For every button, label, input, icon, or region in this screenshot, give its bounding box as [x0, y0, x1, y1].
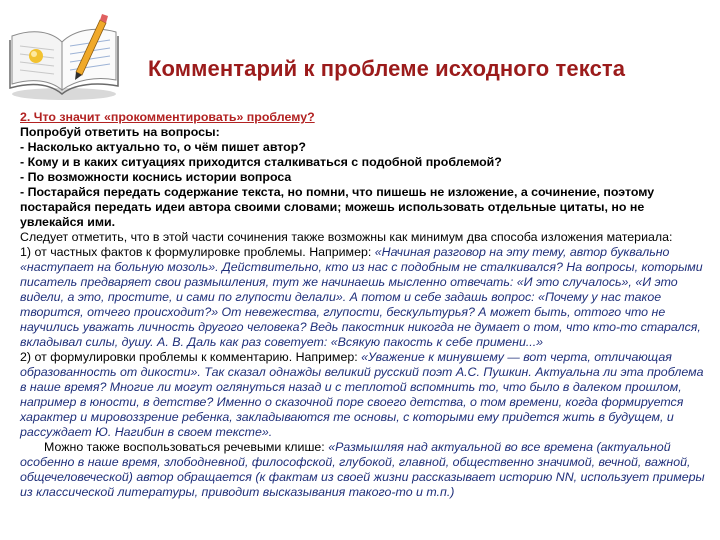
section-heading: 2. Что значит «прокомментировать» проблему?	[20, 110, 315, 124]
open-book-with-pencil-icon	[4, 6, 122, 104]
way-2-quote: «Уважение к минувшему — вот черта, отличающая образованность от дикости». Так сказал однажды великий русский поэт А.С. Пушкин. Актуальна ли эта проблема в наше время? Многие ли могут оглянуться назад и с теплотой вспомнить то, что было в далеком прошлом, например в юности, в детстве? Именно о сказочной поре своего детства, о том времени, когда формируется характер и мировоззрение ребенка, закладываются те основы, с которыми ему придется жить в будущем, и рассуждает Ю. Нагибин в своем тексте».	[20, 350, 704, 439]
question-history: - По возможности коснись истории вопроса	[20, 170, 292, 184]
advice-content: - Постарайся передать содержание текста, но помни, что пишешь не изложение, а сочинение, поэтому постарайся передать идеи автора своими словами; можешь использовать отдельные цитаты, но не увлекайся ими.	[20, 185, 655, 229]
slide-title: Комментарий к проблеме исходного текста	[148, 56, 626, 81]
way-1-label: 1) от частных фактов к формулировке проблемы. Например:	[20, 245, 375, 259]
way-1-quote: «Начиная разговор на эту тему, автор буквально «наступает на больную мозоль». Действительно, кто из нас с подобным не сталкивался? На вопросы, которыми писатель предваряет свои размышления, тут же начинаешь мысленно отвечать: «И это случалось», «И это видели, а это, простите, и сами по глупости делали». А потом и себе задашь вопрос: «Почему у нас такое творится, отчего происходит?» От невежества, глупости, бескультурья? А может быть, оттого что не научились уважать личность другого человека? Ведь пакостник никогда не думает о том, что кто-то старался, вкладывал силы, душу. А. В. Даль как раз советует: «Всякую пакость к себе примени...»	[20, 245, 703, 349]
way-2-paragraph	[20, 350, 708, 440]
content-body	[20, 110, 708, 500]
cliche-paragraph	[20, 440, 708, 500]
cliche-label: Можно также воспользоваться речевыми клише:	[44, 440, 329, 454]
question-who: - Кому и в каких ситуациях приходится сталкиваться с подобной проблемой?	[20, 155, 502, 169]
cliche-quote: «Размышляя над актуальной во все времена (актуальной особенно в наше время, злободневной, философской, глубокой, главной, общественно значимой, вечной, важной, общечеловеческой) автор обращается (к фактам из своей жизни рассказывает историю NN, использует примеры из классической литературы, приводит высказывания такого-то и т.п.)	[20, 440, 705, 499]
way-1-paragraph	[20, 245, 708, 350]
prompt-line: Попробуй ответить на вопросы:	[20, 125, 220, 139]
intro-paragraph: Следует отметить, что в этой части сочинения также возможны как минимум два способа изложения материала:	[20, 230, 673, 244]
question-relevance: - Насколько актуально то, о чём пишет автор?	[20, 140, 306, 154]
way-2-label: 2) от формулировки проблемы к комментарию. Например:	[20, 350, 362, 364]
